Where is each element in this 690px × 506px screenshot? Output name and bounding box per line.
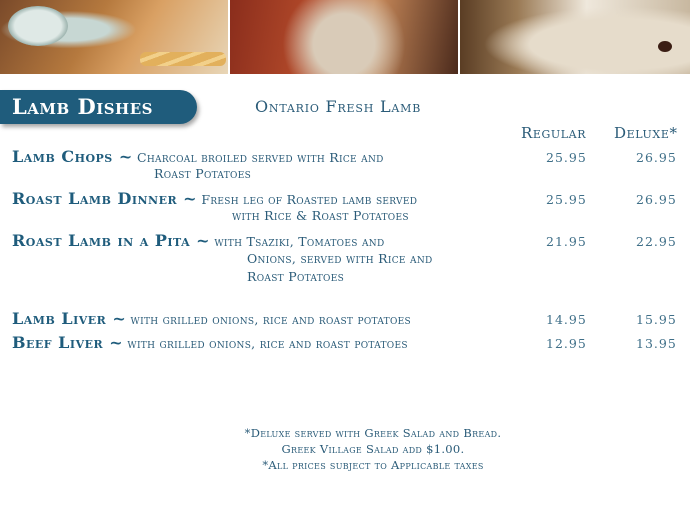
column-header-regular: Regular <box>521 124 587 142</box>
menu-item-name: Roast Lamb in a Pita ~ <box>12 231 211 250</box>
menu-item-description: with grilled onions, rice and roast potatoes <box>130 312 411 327</box>
menu-item-description: Roast Potatoes <box>247 269 345 284</box>
food-photo-fried-dish <box>0 0 228 74</box>
footnote-deluxe: *Deluxe served with Greek Salad and Bread. <box>244 426 502 440</box>
price-deluxe: 26.95 <box>636 150 677 165</box>
price-regular: 12.95 <box>546 336 587 351</box>
price-regular: 14.95 <box>546 312 587 327</box>
menu-item-description: Roast Potatoes <box>154 166 252 181</box>
menu-item-description: with grilled onions, rice and roast potatoes <box>127 336 408 351</box>
section-tab <box>0 90 197 124</box>
footnotes <box>0 425 690 473</box>
menu-item-description: Onions, served with Rice and <box>247 251 433 266</box>
food-photo-pasta-dish <box>230 0 458 74</box>
menu-item-name: Lamb Chops ~ <box>12 147 133 166</box>
section-title: Lamb Dishes <box>12 94 153 119</box>
menu-item-description: Charcoal broiled served with Rice and <box>137 150 384 165</box>
olive-shape <box>658 41 672 52</box>
section-subtitle: Ontario Fresh Lamb <box>255 97 422 116</box>
footnote-taxes: *All prices subject to Applicable taxes <box>262 458 484 472</box>
menu-item-name: Roast Lamb Dinner ~ <box>12 189 198 208</box>
fries-shape <box>140 52 226 66</box>
price-deluxe: 22.95 <box>636 234 677 249</box>
food-photo-dip-plate <box>460 0 690 74</box>
dip-bowl-shape <box>8 6 68 46</box>
food-photo-banner <box>0 0 690 74</box>
price-regular: 25.95 <box>546 192 587 207</box>
menu-item-description: with Tsaziki, Tomatoes and <box>214 234 385 249</box>
column-header-deluxe: Deluxe* <box>614 124 678 142</box>
price-deluxe: 26.95 <box>636 192 677 207</box>
price-regular: 21.95 <box>546 234 587 249</box>
menu-item-description: Fresh leg of Roasted lamb served <box>201 192 418 207</box>
price-deluxe: 15.95 <box>636 312 677 327</box>
price-regular: 25.95 <box>546 150 587 165</box>
menu-item-name: Beef Liver ~ <box>12 333 124 352</box>
menu-item-description: with Rice & Roast Potatoes <box>232 208 409 223</box>
menu-item-name: Lamb Liver ~ <box>12 309 127 328</box>
footnote-salad: Greek Village Salad add $1.00. <box>281 442 465 456</box>
price-deluxe: 13.95 <box>636 336 677 351</box>
